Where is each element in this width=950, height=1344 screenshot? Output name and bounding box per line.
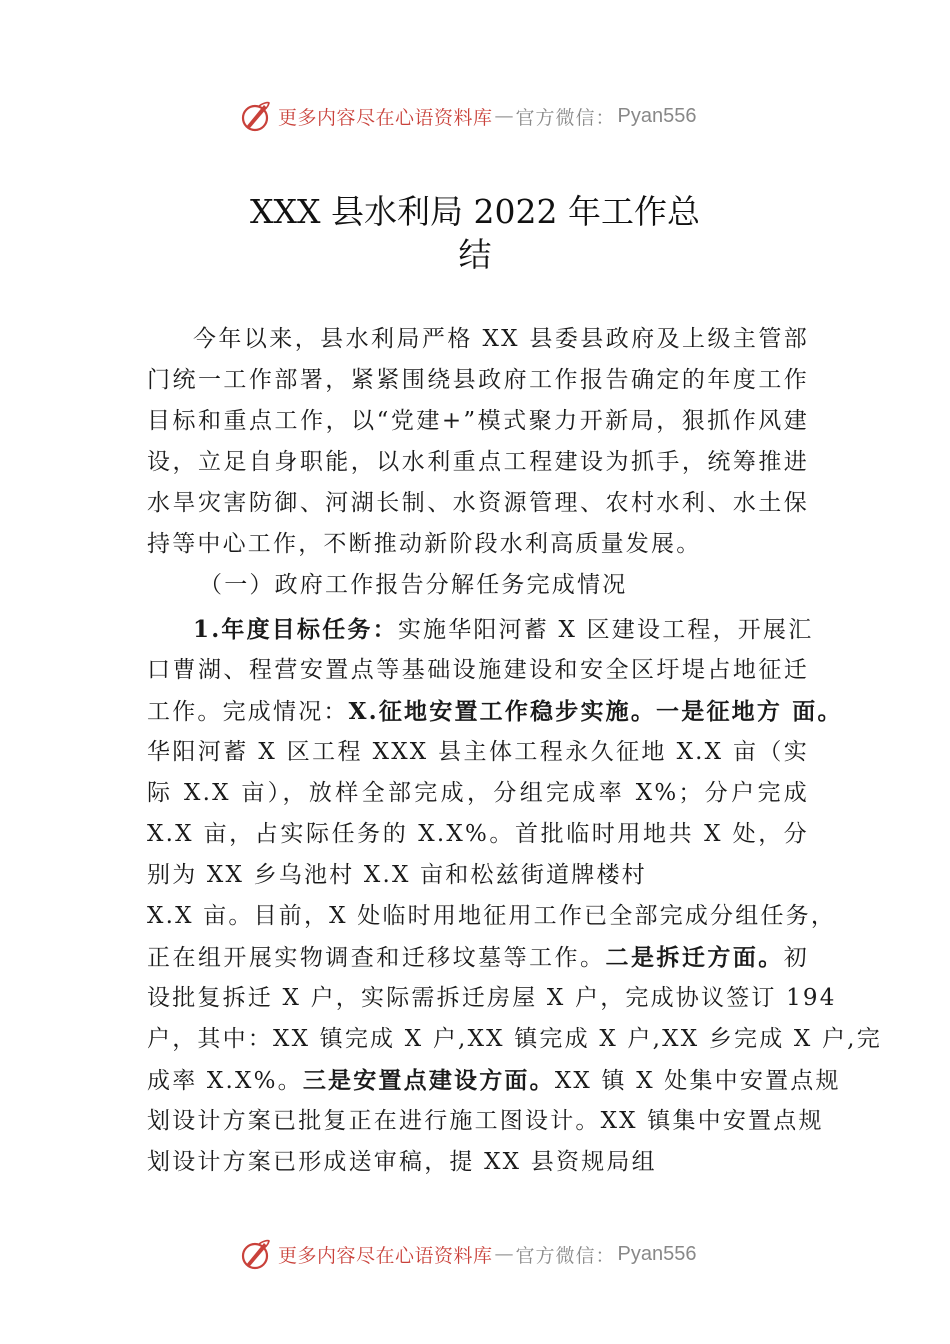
watermark-banner-top	[0, 96, 950, 136]
paragraph-line: 华阳河蓄 X 区工程 XXX 县主体工程永久征地 X.X 亩（实	[147, 739, 809, 765]
task-heading: 1.年度目标任务：	[193, 616, 398, 643]
watermark-banner-bottom	[0, 1234, 950, 1274]
banner-separator: —	[494, 105, 514, 127]
paragraph-line: 际 X.X 亩），放样全部完成，分组完成率 X%；分户完成	[147, 780, 809, 806]
paragraph-line: 户，其中：XX 镇完成 X 户,XX 镇完成 X 户,XX 乡完成 X 户,完	[147, 1026, 882, 1052]
paragraph-line	[147, 937, 809, 978]
paragraph-line: 口曹湖、程营安置点等基础设施建设和安全区圩堤占地征迁	[147, 657, 809, 683]
banner-separator: —	[494, 1243, 514, 1265]
banner-main-text: 更多内容尽在心语资料库	[278, 106, 493, 129]
paragraph-line: 今年以来，县水利局严格 XX 县委县政府及上级主管部	[193, 326, 809, 352]
banner-wechat-id: Pyan556	[617, 104, 697, 127]
document-title-line1: XXX 县水利局 2022 年工作总	[250, 192, 700, 231]
paragraph-line	[147, 609, 814, 650]
paragraph-line: 划设计方案已批复正在进行施工图设计。XX 镇集中安置点规	[147, 1108, 824, 1134]
banner-label: 官方微信：	[515, 1244, 616, 1267]
text-run: 实施华阳河蓄 X 区建设工程，开展汇	[397, 617, 814, 643]
paragraph-line: 别为 XX 乡乌池村 X.X 亩和松兹街道牌楼村	[147, 862, 647, 888]
bold-run: 三是安置点建设方面。	[302, 1067, 555, 1094]
text-run: 初	[783, 945, 809, 971]
paragraph-line: X.X 亩，占实际任务的 X.X%。首批临时用地共 X 处，分	[147, 821, 809, 847]
text-run: 正在组开展实物调查和迁移坟墓等工作。	[147, 945, 606, 971]
paragraph-line: 设，立足自身职能，以水利重点工程建设为抓手，统筹推进	[147, 449, 809, 475]
bold-run: 二是拆迁方面。	[605, 944, 784, 971]
paragraph-line: 水旱灾害防御、河湖长制、水资源管理、农村水利、水土保	[147, 490, 809, 516]
banner-wechat-id: Pyan556	[617, 1242, 697, 1265]
text-run: 成率 X.X%。	[147, 1068, 303, 1094]
paragraph-line	[147, 691, 843, 732]
quill-pen-logo-icon	[238, 99, 272, 133]
banner-main-text: 更多内容尽在心语资料库	[278, 1244, 493, 1267]
quill-pen-logo-icon	[238, 1237, 272, 1271]
paragraph-line: 划设计方案已形成送审稿，提 XX 县资规局组	[147, 1149, 657, 1175]
paragraph-line	[147, 1060, 841, 1101]
section-heading: （一）政府工作报告分解任务完成情况	[199, 572, 628, 598]
banner-label: 官方微信：	[515, 106, 616, 129]
document-title-line2: 结	[458, 235, 492, 274]
bold-run: X.征地安置工作稳步实施。一是征地方 面。	[348, 698, 843, 725]
paragraph-line: 持等中心工作，不断推动新阶段水利高质量发展。	[147, 531, 702, 557]
paragraph-line: X.X 亩。目前，X 处临时用地征用工作已全部完成分组任务，	[147, 903, 837, 929]
paragraph-line: 目标和重点工作，以“党建+”模式聚力开新局，狠抓作风建	[147, 408, 809, 434]
text-run: 工作。完成情况：	[147, 699, 349, 725]
paragraph-line: 门统一工作部署，紧紧围绕县政府工作报告确定的年度工作	[147, 367, 809, 393]
text-run: XX 镇 X 处集中安置点规	[554, 1068, 841, 1094]
paragraph-line: 设批复拆迁 X 户，实际需拆迁房屋 X 户，完成协议签订 194	[147, 985, 837, 1011]
